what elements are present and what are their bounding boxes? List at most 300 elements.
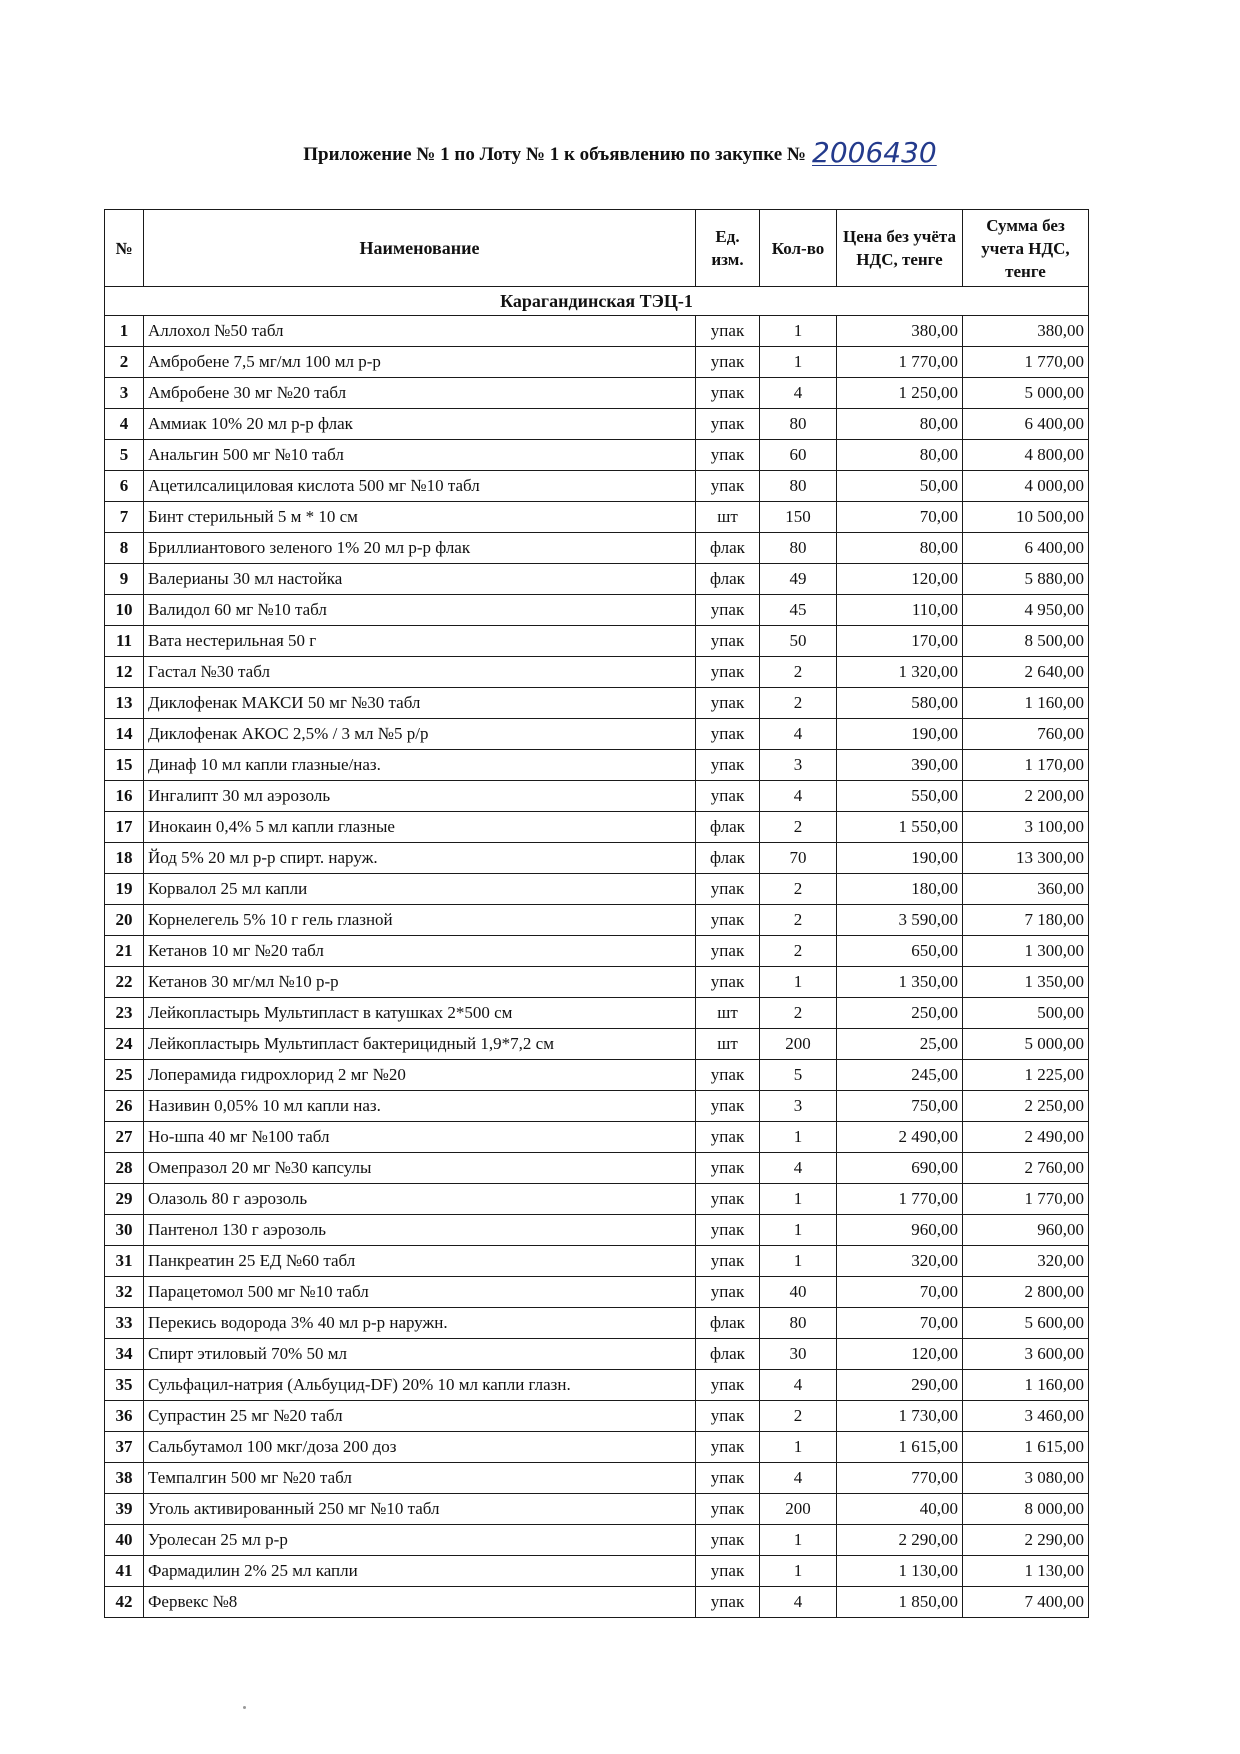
item-name: Корнелегель 5% 10 г гель глазной [144, 905, 696, 936]
item-price: 380,00 [837, 316, 963, 347]
item-name: Валидол 60 мг №10 табл [144, 595, 696, 626]
item-price: 960,00 [837, 1215, 963, 1246]
row-number: 7 [105, 502, 144, 533]
item-sum: 13 300,00 [963, 843, 1089, 874]
item-name: Валерианы 30 мл настойка [144, 564, 696, 595]
table-row [105, 564, 1089, 595]
table-body [105, 287, 1089, 1618]
item-price: 190,00 [837, 719, 963, 750]
item-sum: 380,00 [963, 316, 1089, 347]
table-row [105, 1587, 1089, 1618]
item-quantity: 49 [760, 564, 837, 595]
item-sum: 1 225,00 [963, 1060, 1089, 1091]
item-name: Уголь активированный 250 мг №10 табл [144, 1494, 696, 1525]
item-unit: упак [696, 1091, 760, 1122]
item-sum: 2 760,00 [963, 1153, 1089, 1184]
item-price: 1 550,00 [837, 812, 963, 843]
item-unit: упак [696, 378, 760, 409]
item-quantity: 80 [760, 471, 837, 502]
item-quantity: 1 [760, 347, 837, 378]
item-quantity: 4 [760, 1587, 837, 1618]
item-name: Вата нестерильная 50 г [144, 626, 696, 657]
item-unit: упак [696, 936, 760, 967]
item-quantity: 30 [760, 1339, 837, 1370]
item-sum: 7 180,00 [963, 905, 1089, 936]
item-sum: 6 400,00 [963, 533, 1089, 564]
table-row [105, 1494, 1089, 1525]
item-sum: 7 400,00 [963, 1587, 1089, 1618]
table-row [105, 1184, 1089, 1215]
scan-speck [243, 1706, 246, 1709]
item-quantity: 3 [760, 750, 837, 781]
item-unit: флак [696, 1339, 760, 1370]
item-unit: упак [696, 347, 760, 378]
row-number: 27 [105, 1122, 144, 1153]
item-name: Темпалгин 500 мг №20 табл [144, 1463, 696, 1494]
table-row [105, 874, 1089, 905]
item-sum: 320,00 [963, 1246, 1089, 1277]
row-number: 25 [105, 1060, 144, 1091]
row-number: 21 [105, 936, 144, 967]
handwritten-purchase-number: 2006430 [812, 136, 937, 169]
item-unit: упак [696, 471, 760, 502]
item-sum: 1 770,00 [963, 347, 1089, 378]
item-name: Аллохол №50 табл [144, 316, 696, 347]
item-price: 245,00 [837, 1060, 963, 1091]
table-row [105, 936, 1089, 967]
item-unit: флак [696, 1308, 760, 1339]
item-name: Кетанов 30 мг/мл №10 р-р [144, 967, 696, 998]
row-number: 5 [105, 440, 144, 471]
col-header-unit: Ед. изм. [696, 210, 760, 287]
item-price: 80,00 [837, 533, 963, 564]
item-unit: флак [696, 843, 760, 874]
item-quantity: 4 [760, 1463, 837, 1494]
item-quantity: 50 [760, 626, 837, 657]
item-quantity: 1 [760, 1432, 837, 1463]
section-row [105, 287, 1089, 316]
row-number: 22 [105, 967, 144, 998]
item-price: 70,00 [837, 1308, 963, 1339]
item-quantity: 40 [760, 1277, 837, 1308]
item-quantity: 4 [760, 1153, 837, 1184]
item-price: 80,00 [837, 440, 963, 471]
table-row [105, 657, 1089, 688]
row-number: 41 [105, 1556, 144, 1587]
table-row [105, 1246, 1089, 1277]
item-quantity: 4 [760, 378, 837, 409]
row-number: 2 [105, 347, 144, 378]
item-unit: упак [696, 1525, 760, 1556]
item-name: Називин 0,05% 10 мл капли наз. [144, 1091, 696, 1122]
item-quantity: 200 [760, 1029, 837, 1060]
item-price: 120,00 [837, 1339, 963, 1370]
item-quantity: 80 [760, 533, 837, 564]
row-number: 9 [105, 564, 144, 595]
item-unit: упак [696, 1463, 760, 1494]
item-sum: 5 880,00 [963, 564, 1089, 595]
item-unit: упак [696, 1122, 760, 1153]
item-price: 390,00 [837, 750, 963, 781]
item-unit: упак [696, 1277, 760, 1308]
item-quantity: 2 [760, 657, 837, 688]
table-row [105, 1556, 1089, 1587]
item-sum: 360,00 [963, 874, 1089, 905]
item-price: 320,00 [837, 1246, 963, 1277]
item-price: 190,00 [837, 843, 963, 874]
item-unit: упак [696, 657, 760, 688]
section-title: Карагандинская ТЭЦ-1 [105, 287, 1089, 316]
item-unit: упак [696, 1184, 760, 1215]
item-name: Ацетилсалициловая кислота 500 мг №10 табл [144, 471, 696, 502]
document-header [0, 136, 1240, 169]
item-price: 2 290,00 [837, 1525, 963, 1556]
item-quantity: 200 [760, 1494, 837, 1525]
item-quantity: 1 [760, 316, 837, 347]
item-unit: флак [696, 564, 760, 595]
item-sum: 5 000,00 [963, 1029, 1089, 1060]
col-header-price: Цена без учёта НДС, тенге [837, 210, 963, 287]
item-name: Сульфацил-натрия (Альбуцид-DF) 20% 10 мл капли глазн. [144, 1370, 696, 1401]
item-name: Перекись водорода 3% 40 мл р-р наружн. [144, 1308, 696, 1339]
item-price: 580,00 [837, 688, 963, 719]
item-name: Пантенол 130 г аэрозоль [144, 1215, 696, 1246]
table-row [105, 1339, 1089, 1370]
item-unit: упак [696, 1587, 760, 1618]
item-sum: 2 800,00 [963, 1277, 1089, 1308]
item-price: 70,00 [837, 1277, 963, 1308]
row-number: 11 [105, 626, 144, 657]
row-number: 3 [105, 378, 144, 409]
item-price: 650,00 [837, 936, 963, 967]
item-name: Диклофенак МАКСИ 50 мг №30 табл [144, 688, 696, 719]
item-name: Панкреатин 25 ЕД №60 табл [144, 1246, 696, 1277]
item-quantity: 1 [760, 1556, 837, 1587]
item-name: Лейкопластырь Мультипласт бактерицидный 1,9*7,2 см [144, 1029, 696, 1060]
item-sum: 2 200,00 [963, 781, 1089, 812]
item-sum: 1 300,00 [963, 936, 1089, 967]
item-sum: 10 500,00 [963, 502, 1089, 533]
table-row [105, 1308, 1089, 1339]
item-sum: 2 290,00 [963, 1525, 1089, 1556]
item-quantity: 2 [760, 905, 837, 936]
item-sum: 3 100,00 [963, 812, 1089, 843]
table-header-row [105, 210, 1089, 287]
row-number: 38 [105, 1463, 144, 1494]
item-quantity: 2 [760, 936, 837, 967]
item-quantity: 45 [760, 595, 837, 626]
item-unit: упак [696, 781, 760, 812]
row-number: 31 [105, 1246, 144, 1277]
item-price: 1 770,00 [837, 1184, 963, 1215]
item-quantity: 80 [760, 409, 837, 440]
item-unit: упак [696, 440, 760, 471]
item-quantity: 70 [760, 843, 837, 874]
table-row [105, 1122, 1089, 1153]
item-price: 25,00 [837, 1029, 963, 1060]
item-sum: 1 770,00 [963, 1184, 1089, 1215]
item-sum: 960,00 [963, 1215, 1089, 1246]
table-row [105, 719, 1089, 750]
table-row [105, 471, 1089, 502]
table-row [105, 998, 1089, 1029]
item-price: 50,00 [837, 471, 963, 502]
table-row [105, 905, 1089, 936]
table-row [105, 347, 1089, 378]
item-unit: шт [696, 502, 760, 533]
item-sum: 5 600,00 [963, 1308, 1089, 1339]
row-number: 8 [105, 533, 144, 564]
item-quantity: 5 [760, 1060, 837, 1091]
item-sum: 6 400,00 [963, 409, 1089, 440]
col-header-num: № [105, 210, 144, 287]
item-quantity: 150 [760, 502, 837, 533]
item-name: Кетанов 10 мг №20 табл [144, 936, 696, 967]
item-sum: 2 640,00 [963, 657, 1089, 688]
item-sum: 1 350,00 [963, 967, 1089, 998]
item-quantity: 80 [760, 1308, 837, 1339]
row-number: 36 [105, 1401, 144, 1432]
table-row [105, 316, 1089, 347]
item-sum: 8 000,00 [963, 1494, 1089, 1525]
item-name: Уролесан 25 мл р-р [144, 1525, 696, 1556]
item-quantity: 3 [760, 1091, 837, 1122]
item-price: 2 490,00 [837, 1122, 963, 1153]
row-number: 39 [105, 1494, 144, 1525]
row-number: 26 [105, 1091, 144, 1122]
table-row [105, 688, 1089, 719]
item-price: 690,00 [837, 1153, 963, 1184]
item-name: Ингалипт 30 мл аэрозоль [144, 781, 696, 812]
item-sum: 4 800,00 [963, 440, 1089, 471]
item-quantity: 1 [760, 1525, 837, 1556]
table-row [105, 1215, 1089, 1246]
table-row [105, 1060, 1089, 1091]
item-price: 1 250,00 [837, 378, 963, 409]
item-unit: упак [696, 595, 760, 626]
item-unit: упак [696, 316, 760, 347]
item-name: Фервекс №8 [144, 1587, 696, 1618]
item-sum: 500,00 [963, 998, 1089, 1029]
row-number: 32 [105, 1277, 144, 1308]
row-number: 30 [105, 1215, 144, 1246]
table-row [105, 781, 1089, 812]
row-number: 16 [105, 781, 144, 812]
table-row [105, 1153, 1089, 1184]
row-number: 10 [105, 595, 144, 626]
item-unit: упак [696, 1494, 760, 1525]
item-unit: упак [696, 626, 760, 657]
row-number: 1 [105, 316, 144, 347]
col-header-qty: Кол-во [760, 210, 837, 287]
item-price: 1 730,00 [837, 1401, 963, 1432]
item-price: 770,00 [837, 1463, 963, 1494]
row-number: 29 [105, 1184, 144, 1215]
item-sum: 1 170,00 [963, 750, 1089, 781]
item-sum: 2 250,00 [963, 1091, 1089, 1122]
item-unit: флак [696, 812, 760, 843]
item-name: Динаф 10 мл капли глазные/наз. [144, 750, 696, 781]
table-row [105, 750, 1089, 781]
item-quantity: 1 [760, 1122, 837, 1153]
row-number: 17 [105, 812, 144, 843]
table-row [105, 1091, 1089, 1122]
item-sum: 3 600,00 [963, 1339, 1089, 1370]
item-unit: упак [696, 1215, 760, 1246]
table-row [105, 502, 1089, 533]
table-row [105, 967, 1089, 998]
item-price: 170,00 [837, 626, 963, 657]
item-name: Спирт этиловый 70% 50 мл [144, 1339, 696, 1370]
table-row [105, 1525, 1089, 1556]
item-price: 180,00 [837, 874, 963, 905]
item-quantity: 4 [760, 1370, 837, 1401]
item-name: Инокаин 0,4% 5 мл капли глазные [144, 812, 696, 843]
item-name: Олазоль 80 г аэрозоль [144, 1184, 696, 1215]
item-price: 80,00 [837, 409, 963, 440]
item-price: 1 850,00 [837, 1587, 963, 1618]
item-name: Лейкопластырь Мультипласт в катушках 2*500 см [144, 998, 696, 1029]
row-number: 35 [105, 1370, 144, 1401]
item-sum: 4 950,00 [963, 595, 1089, 626]
item-quantity: 60 [760, 440, 837, 471]
table-row [105, 626, 1089, 657]
row-number: 34 [105, 1339, 144, 1370]
item-name: Супрастин 25 мг №20 табл [144, 1401, 696, 1432]
item-unit: шт [696, 1029, 760, 1060]
row-number: 24 [105, 1029, 144, 1060]
item-unit: шт [696, 998, 760, 1029]
item-sum: 8 500,00 [963, 626, 1089, 657]
item-name: Амбробене 30 мг №20 табл [144, 378, 696, 409]
row-number: 20 [105, 905, 144, 936]
table-row [105, 1029, 1089, 1060]
table-row [105, 1277, 1089, 1308]
item-unit: упак [696, 1432, 760, 1463]
table-row [105, 1432, 1089, 1463]
row-number: 19 [105, 874, 144, 905]
item-unit: упак [696, 409, 760, 440]
row-number: 18 [105, 843, 144, 874]
item-unit: упак [696, 1556, 760, 1587]
item-price: 250,00 [837, 998, 963, 1029]
item-sum: 1 160,00 [963, 688, 1089, 719]
row-number: 28 [105, 1153, 144, 1184]
row-number: 42 [105, 1587, 144, 1618]
item-quantity: 2 [760, 688, 837, 719]
item-unit: упак [696, 1401, 760, 1432]
item-price: 550,00 [837, 781, 963, 812]
item-quantity: 1 [760, 1184, 837, 1215]
item-sum: 1 130,00 [963, 1556, 1089, 1587]
header-title: Приложение № 1 по Лоту № 1 к объявлению по закупке № [303, 144, 807, 165]
item-name: Лоперамида гидрохлорид 2 мг №20 [144, 1060, 696, 1091]
item-quantity: 2 [760, 812, 837, 843]
row-number: 15 [105, 750, 144, 781]
item-price: 3 590,00 [837, 905, 963, 936]
item-name: Корвалол 25 мл капли [144, 874, 696, 905]
row-number: 4 [105, 409, 144, 440]
item-sum: 1 160,00 [963, 1370, 1089, 1401]
row-number: 12 [105, 657, 144, 688]
item-name: Анальгин 500 мг №10 табл [144, 440, 696, 471]
item-quantity: 2 [760, 874, 837, 905]
item-name: Бинт стерильный 5 м * 10 см [144, 502, 696, 533]
col-header-name: Наименование [144, 210, 696, 287]
items-table [104, 209, 1089, 1618]
item-sum: 760,00 [963, 719, 1089, 750]
item-name: Сальбутамол 100 мкг/доза 200 доз [144, 1432, 696, 1463]
item-unit: упак [696, 750, 760, 781]
row-number: 23 [105, 998, 144, 1029]
item-quantity: 1 [760, 1215, 837, 1246]
item-unit: упак [696, 1370, 760, 1401]
table-row [105, 1370, 1089, 1401]
item-sum: 3 460,00 [963, 1401, 1089, 1432]
item-price: 70,00 [837, 502, 963, 533]
row-number: 40 [105, 1525, 144, 1556]
table-row [105, 533, 1089, 564]
item-quantity: 2 [760, 1401, 837, 1432]
item-price: 120,00 [837, 564, 963, 595]
item-price: 290,00 [837, 1370, 963, 1401]
item-price: 1 615,00 [837, 1432, 963, 1463]
item-quantity: 1 [760, 967, 837, 998]
item-quantity: 2 [760, 998, 837, 1029]
item-unit: упак [696, 967, 760, 998]
item-sum: 3 080,00 [963, 1463, 1089, 1494]
item-name: Амбробене 7,5 мг/мл 100 мл р-р [144, 347, 696, 378]
row-number: 6 [105, 471, 144, 502]
item-price: 110,00 [837, 595, 963, 626]
table-row [105, 1463, 1089, 1494]
item-name: Диклофенак АКОС 2,5% / 3 мл №5 р/р [144, 719, 696, 750]
item-sum: 2 490,00 [963, 1122, 1089, 1153]
item-price: 1 350,00 [837, 967, 963, 998]
row-number: 37 [105, 1432, 144, 1463]
item-unit: упак [696, 688, 760, 719]
item-name: Бриллиантового зеленого 1% 20 мл р-р флак [144, 533, 696, 564]
item-price: 1 320,00 [837, 657, 963, 688]
item-unit: упак [696, 1153, 760, 1184]
item-name: Парацетомол 500 мг №10 табл [144, 1277, 696, 1308]
item-sum: 5 000,00 [963, 378, 1089, 409]
item-name: Гастал №30 табл [144, 657, 696, 688]
item-unit: упак [696, 719, 760, 750]
table-row [105, 409, 1089, 440]
item-unit: упак [696, 905, 760, 936]
item-unit: упак [696, 1060, 760, 1091]
item-name: Йод 5% 20 мл р-р спирт. наруж. [144, 843, 696, 874]
col-header-sum: Сумма без учета НДС, тенге [963, 210, 1089, 287]
item-name: Омепразол 20 мг №30 капсулы [144, 1153, 696, 1184]
row-number: 14 [105, 719, 144, 750]
table-row [105, 378, 1089, 409]
item-price: 1 130,00 [837, 1556, 963, 1587]
item-price: 750,00 [837, 1091, 963, 1122]
item-sum: 4 000,00 [963, 471, 1089, 502]
item-name: Аммиак 10% 20 мл р-р флак [144, 409, 696, 440]
table-row [105, 595, 1089, 626]
item-unit: флак [696, 533, 760, 564]
item-price: 40,00 [837, 1494, 963, 1525]
item-name: Фармадилин 2% 25 мл капли [144, 1556, 696, 1587]
row-number: 13 [105, 688, 144, 719]
item-unit: упак [696, 1246, 760, 1277]
item-quantity: 4 [760, 719, 837, 750]
item-name: Но-шпа 40 мг №100 табл [144, 1122, 696, 1153]
item-quantity: 4 [760, 781, 837, 812]
